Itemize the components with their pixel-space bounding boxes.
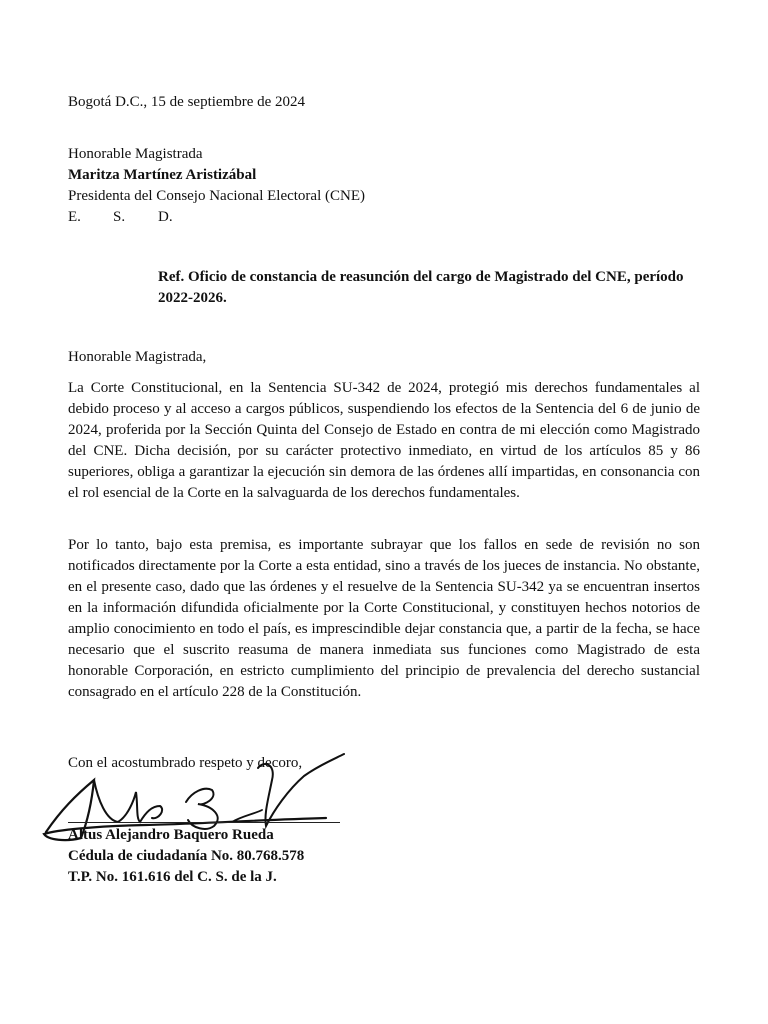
body-paragraph-2: Por lo tanto, bajo esta premisa, es importante subrayar que los fallos en sede de revisión no son notificados directamente por la Corte a esta entidad, sino a través de los jueces de instancia. No obstante, en el presente caso, dado que las órdenes y el resuelve de la Sentencia SU-342 ya se encuentran insertos en la información difundida oficialmente por la Corte Constitucional, y constituyen hechos notorios de amplio conocimiento en todo el país, es imprescindible dejar constancia que, a partir de la fecha, se hace necesario que el suscrito reasuma de manera inmediata sus funciones como Magistrado de esta honorable Corporación, en estricto cumplimiento del principio de prevalencia del derecho sustancial consagrado en el artículo 228 de la Constitución. [68, 537, 700, 700]
recipient-position: Presidenta del Consejo Nacional Electoral (CNE) [68, 188, 365, 204]
esd-line [68, 207, 365, 228]
signature-line [68, 822, 340, 823]
recipient-block [68, 144, 365, 228]
esd-d: D. [158, 209, 173, 225]
esd-e: E. [68, 209, 81, 225]
body-paragraph-1: La Corte Constitucional, en la Sentencia SU-342 de 2024, protegió mis derechos fundamentales al debido proceso y al acceso a cargos públicos, suspendiendo los efectos de la Sentencia del 6 de junio de 2024, proferida por la Sección Quinta del Consejo de Estado en contra de mi elección como Magistrado del CNE. Dicha decisión, por su carácter protectivo inmediato, en virtud de los artículos 85 y 86 superiores, obliga a garantizar la ejecución sin demora de las órdenes allí impartidas, en consonancia con el rol esencial de la Corte en la salvaguarda de los derechos fundamentales. [68, 380, 700, 501]
reference-line: Ref. Oficio de constancia de reasunción del cargo de Magistrado del CNE, período 2022-2026. [158, 269, 684, 306]
esd-s: S. [113, 209, 126, 225]
signer-id: Cédula de ciudadanía No. 80.768.578 [68, 848, 305, 864]
signer-tp: T.P. No. 161.616 del C. S. de la J. [68, 869, 277, 885]
recipient-name: Maritza Martínez Aristizábal [68, 167, 257, 183]
greeting: Honorable Magistrada, [68, 349, 207, 365]
date-line: Bogotá D.C., 15 de septiembre de 2024 [68, 94, 306, 110]
closing-line: Con el acostumbrado respeto y decoro, [68, 755, 303, 771]
recipient-title: Honorable Magistrada [68, 146, 203, 162]
signer-block [68, 825, 304, 888]
signer-name: Altus Alejandro Baquero Rueda [68, 827, 274, 843]
